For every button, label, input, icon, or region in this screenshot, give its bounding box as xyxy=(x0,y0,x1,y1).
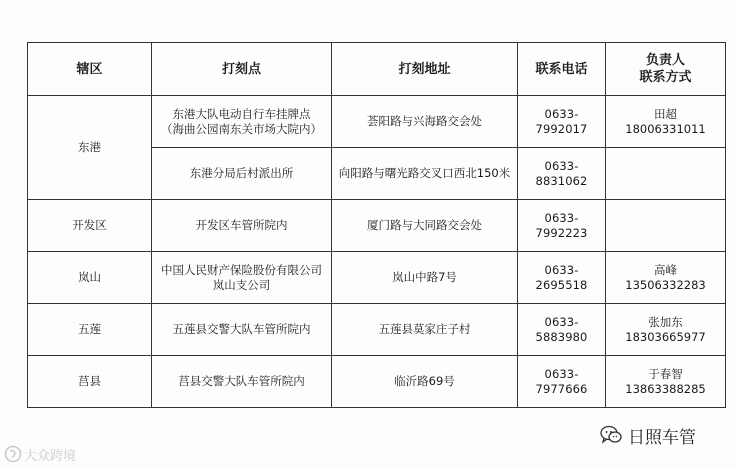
cell-district: 开发区 xyxy=(28,200,152,252)
cell-district: 岚山 xyxy=(28,252,152,304)
cell-contact xyxy=(606,200,726,252)
cell-district: 莒县 xyxy=(28,356,152,408)
cell-point: 中国人民财产保险股份有限公司 岚山支公司 xyxy=(152,252,332,304)
cell-contact: 于春智 13863388285 xyxy=(606,356,726,408)
cell-point: 莒县交警大队车管所院内 xyxy=(152,356,332,408)
cell-point: 东港分局后村派出所 xyxy=(152,148,332,200)
cell-address: 岚山中路7号 xyxy=(332,252,518,304)
brand-watermark xyxy=(4,443,76,465)
cell-district: 五莲 xyxy=(28,304,152,356)
header-contact: 负责人 联系方式 xyxy=(606,43,726,96)
header-district: 辖区 xyxy=(28,43,152,96)
cell-phone: 0633-8831062 xyxy=(518,148,606,200)
cell-point: 开发区车管所院内 xyxy=(152,200,332,252)
table-row xyxy=(28,252,726,304)
header-point: 打刻点 xyxy=(152,43,332,96)
brand-watermark-text: 大众跨境 xyxy=(24,448,77,464)
cell-contact: 田超 18006331011 xyxy=(606,96,726,148)
cell-district: 东港 xyxy=(28,96,152,200)
cell-phone: 0633-7977666 xyxy=(518,356,606,408)
cell-contact: 高峰 13506332283 xyxy=(606,252,726,304)
source-name: 日照车管 xyxy=(628,427,696,448)
source-watermark xyxy=(600,422,696,448)
cell-point: 五莲县交警大队车管所院内 xyxy=(152,304,332,356)
cell-point: 东港大队电动自行车挂牌点 （海曲公园南东关市场大院内） xyxy=(152,96,332,148)
cell-phone: 0633-2695518 xyxy=(518,252,606,304)
header-address: 打刻地址 xyxy=(332,43,518,96)
cell-address: 荟阳路与兴海路交会处 xyxy=(332,96,518,148)
cell-address: 五莲县莫家庄子村 xyxy=(332,304,518,356)
location-table xyxy=(27,42,726,408)
table-row xyxy=(28,356,726,408)
cell-phone: 0633-5883980 xyxy=(518,304,606,356)
header-phone: 联系电话 xyxy=(518,43,606,96)
table-row xyxy=(28,200,726,252)
cell-address: 临沂路69号 xyxy=(332,356,518,408)
wechat-icon xyxy=(600,425,622,445)
brand-logo-icon xyxy=(4,445,22,463)
table-row xyxy=(28,304,726,356)
header-row xyxy=(28,43,726,96)
cell-contact xyxy=(606,148,726,200)
cell-phone: 0633-7992017 xyxy=(518,96,606,148)
cell-phone: 0633-7992223 xyxy=(518,200,606,252)
cell-address: 厦门路与大同路交会处 xyxy=(332,200,518,252)
cell-contact: 张加东 18303665977 xyxy=(606,304,726,356)
table-row xyxy=(28,96,726,148)
cell-address: 向阳路与曙光路交叉口西北150米 xyxy=(332,148,518,200)
